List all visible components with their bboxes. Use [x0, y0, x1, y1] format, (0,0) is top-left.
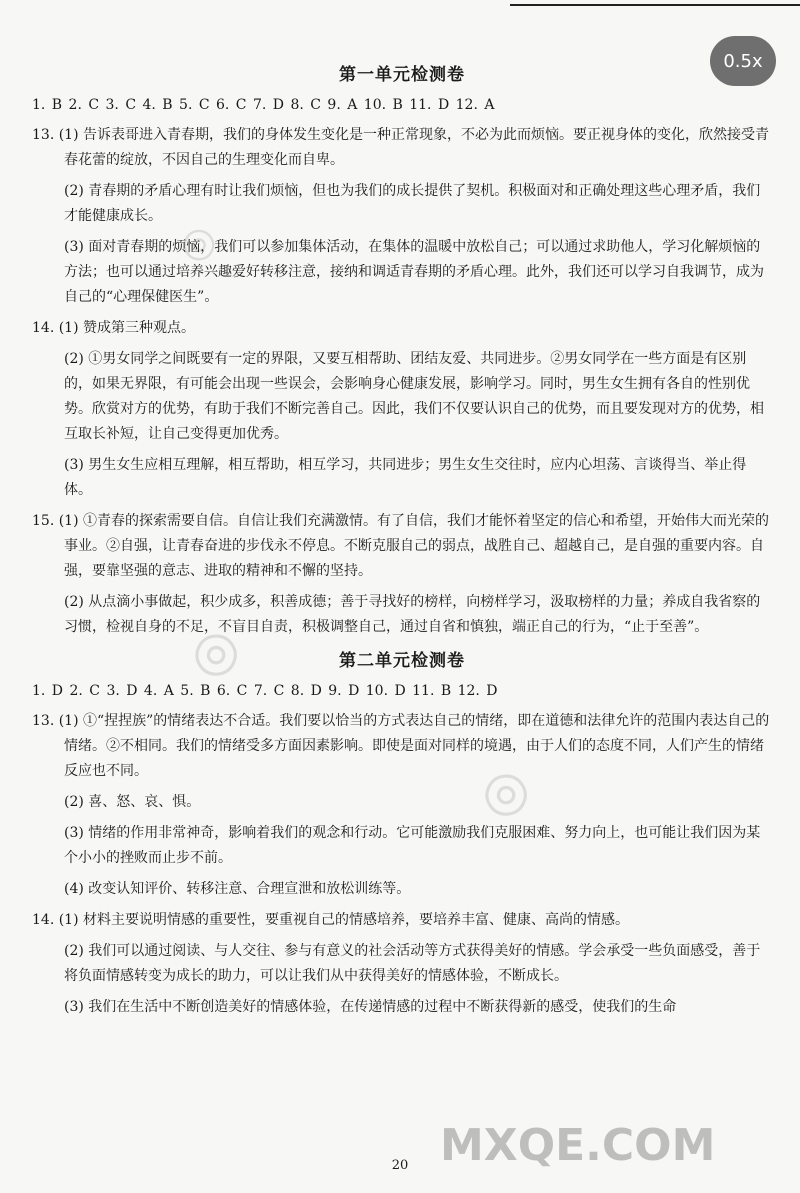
section	[32, 646, 772, 1020]
answer-line: (3) 面对青春期的烦恼，我们可以参加集体活动，在集体的温暖中放松自己；可以通过求助他人，学习化解烦恼的方法；也可以通过培养兴趣爱好转移注意，接纳和调适青春期的矛盾心理。此外，我们还可以学习自我调节，成为自己的“心理保健医生”。	[64, 239, 764, 305]
answer-line: 14. (1) 材料主要说明情感的重要性，要重视自己的情感培养，要培养丰富、健康、高尚的情感。	[32, 912, 629, 928]
watermark: ◎	[169, 214, 225, 272]
question	[32, 509, 772, 640]
answer-line: 13. (1) 告诉表哥进入青春期，我们的身体发生变化是一种正常现象，不必为此而烦恼。要正视身体的变化，欣然接受青春花蕾的绽放，不因自己的生理变化而自卑。	[32, 127, 769, 168]
answer-line: (2) 从点滴小事做起，积少成多，积善成德；善于寻找好的榜样，向榜样学习，汲取榜样的力量；养成自我省察的习惯，检视自身的不足，不盲目自责，积极调整自己，通过自省和慎独，端正自己的行为，“止于至善”。	[64, 594, 761, 635]
answer-line: (2) 青春期的矛盾心理有时让我们烦恼，但也为我们的成长提供了契机。积极面对和正确处理这些心理矛盾，我们才能健康成长。	[64, 183, 761, 224]
choice-answers: 1. D 2. C 3. D 4. A 5. B 6. C 7. C 8. D 9. D 10. D 11. B 12. D	[32, 683, 498, 699]
answer-line: (4) 改变认知评价、转移注意、合理宣泄和放松训练等。	[64, 881, 411, 897]
question	[32, 908, 772, 1020]
zoom-level-badge[interactable]: 0.5x	[710, 36, 776, 86]
answer-line: (3) 我们在生活中不断创造美好的情感体验，在传递情感的过程中不断获得新的感受，使我们的生命	[64, 999, 677, 1015]
answer-line: 15. (1) ①青春的探索需要自信。自信让我们充满激情。有了自信，我们才能怀着坚定的信心和希望，开始伟大而光荣的事业。②自强，让青春奋进的步伐永不停息。不断克服自己的弱点，战胜自己、超越自己，是自强的重要内容。自强，要靠坚强的意志、进取的精神和不懈的坚持。	[32, 513, 769, 579]
question	[32, 316, 772, 503]
choice-answers: 1. B 2. C 3. C 4. B 5. C 6. C 7. D 8. C 9. A 10. B 11. D 12. A	[32, 97, 495, 113]
site-watermark: MXQE.COM	[440, 1120, 716, 1171]
page-number: 20	[391, 1158, 409, 1173]
section-title: 第二单元检测卷	[339, 651, 465, 671]
section-title: 第一单元检测卷	[339, 65, 465, 85]
answer-line: (3) 男生女生应相互理解，相互帮助，相互学习，共同进步；男生女生交往时，应内心坦荡、言谈得当、举止得体。	[64, 457, 747, 498]
answer-line: (2) ①男女同学之间既要有一定的界限，又要互相帮助、团结友爱、共同进步。②男女同学在一些方面是有区别的，如果无界限，有可能会出现一些误会，会影响身心健康发展，影响学习。同时，男生女生拥有各自的性别优势。欣赏对方的优势，有助于我们不断完善自己。因此，我们不仅要认识自己的优势，而且要发现对方的优势，相互取长补短，让自己变得更加优秀。	[64, 351, 764, 442]
answer-line: (2) 喜、怒、哀、惧。	[64, 794, 201, 810]
answer-line: 13. (1) ①“捏捏族”的情绪表达不合适。我们要以恰当的方式表达自己的情绪，即在道德和法律允许的范围内表达自己的情绪。②不相同。我们的情绪受多方面因素影响。即使是面对同样的境遇，由于人们的态度不同，人们产生的情绪反应也不同。	[32, 713, 770, 779]
answer-line: (2) 我们可以通过阅读、与人交往、参与有意义的社会活动等方式获得美好的情感。学会承受一些负面感受，善于将负面情感转变为成长的助力，可以让我们从中获得美好的情感体验，不断成长。	[64, 943, 761, 984]
question	[32, 123, 772, 310]
question	[32, 709, 772, 902]
answer-line: (3) 情绪的作用非常神奇，影响着我们的观念和行动。它可能激励我们克服困难、努力向上，也可能让我们因为某个小小的挫败而止步不前。	[64, 825, 761, 866]
document-body	[32, 56, 772, 1026]
section	[32, 60, 772, 640]
answer-line: 14. (1) 赞成第三种观点。	[32, 320, 195, 336]
watermark: ◎	[466, 752, 541, 831]
top-rule	[510, 4, 800, 6]
watermark: ◎	[176, 612, 251, 691]
